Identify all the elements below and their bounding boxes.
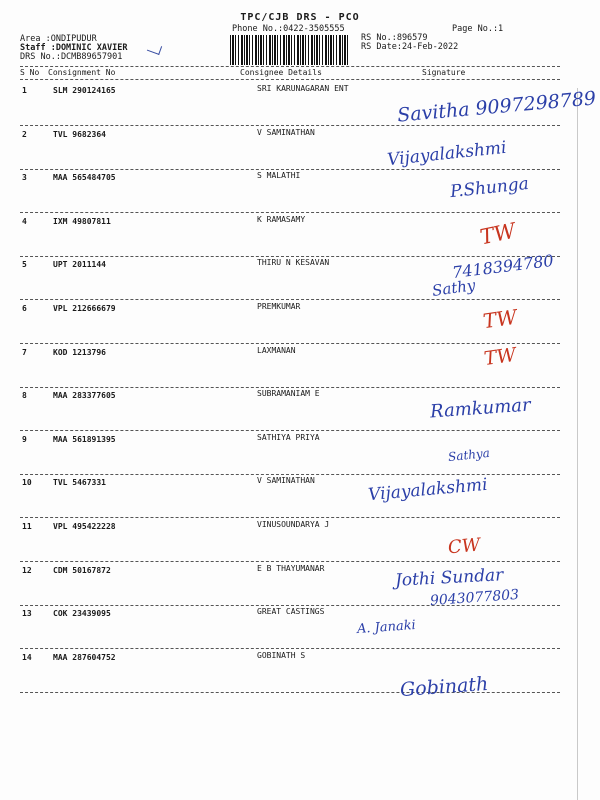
- row-consignee-name: GOBINATH S: [257, 650, 306, 660]
- page-edge-line: [577, 88, 578, 800]
- row-divider: [20, 430, 560, 431]
- page-number: Page No.:1: [452, 24, 504, 34]
- row-serial-number: 10: [22, 478, 32, 488]
- row-consignee-name: VINUSOUNDARYA J: [257, 520, 330, 529]
- signature-row-14: Gobinath: [399, 672, 489, 702]
- row-consignment-number: KOD 1213796: [53, 347, 106, 357]
- row-serial-number: 12: [22, 565, 32, 575]
- signature-row-8: Ramkumar: [429, 394, 532, 423]
- header-top-rule: [20, 66, 560, 67]
- row-serial-number: 13: [22, 609, 32, 619]
- row-consignment-number: TVL 9682364: [53, 129, 106, 139]
- row-consignment-number: VPL 495422228: [53, 522, 116, 531]
- row-consignee-name: K RAMASAMY: [257, 214, 306, 224]
- row-consignment-number: MAA 561891395: [53, 434, 116, 444]
- rs-number: RS No.:896579: [361, 33, 428, 43]
- signature-row-4: TW: [477, 218, 518, 250]
- row-consignee-name: E B THAYUMANAR: [257, 563, 325, 573]
- phone-number: Phone No.:0422-3505555: [232, 24, 345, 34]
- row-consignee-name: V SAMINATHAN: [257, 127, 315, 137]
- row-consignee-name: V SAMINATHAN: [257, 476, 315, 486]
- row-divider: [20, 517, 560, 518]
- row-consignment-number: MAA 287604752: [53, 652, 116, 662]
- row-consignee-name: SUBRAMANIAM E: [257, 389, 320, 399]
- row-serial-number: 9: [22, 434, 27, 444]
- row-divider: [20, 561, 560, 562]
- row-consignment-number: VPL 212666679: [53, 304, 116, 313]
- row-consignee-name: GREAT CASTINGS: [257, 607, 325, 617]
- row-serial-number: 4: [22, 216, 27, 226]
- row-serial-number: 11: [22, 522, 32, 531]
- row-divider: [20, 256, 560, 257]
- signature-row-5-number: 7418394780: [451, 250, 555, 283]
- row-consignment-number: TVL 5467331: [53, 478, 106, 488]
- row-serial-number: 5: [22, 260, 27, 270]
- column-header-signature: Signature: [422, 68, 466, 77]
- row-divider: [20, 387, 560, 388]
- signature-row-13: A. Janaki: [356, 617, 417, 638]
- pen-tick-mark: [147, 42, 162, 55]
- barcode-image: [230, 35, 348, 65]
- row-consignment-number: SLM 290124165: [53, 86, 116, 95]
- rs-date: RS Date:24-Feb-2022: [361, 42, 459, 52]
- header-bottom-rule: [20, 79, 560, 80]
- signature-row-11: CW: [447, 534, 482, 559]
- area-label: Area :ONDIPUDUR: [20, 34, 97, 44]
- signature-row-5: Sathy: [430, 276, 477, 300]
- row-consignee-name: THIRU N KESAVAN: [257, 258, 330, 268]
- row-consignee-name: S MALATHI: [257, 171, 301, 181]
- signature-row-6: TW: [481, 304, 519, 334]
- row-consignee-name: LAXMANAN: [257, 345, 296, 355]
- row-divider: [20, 169, 560, 170]
- signature-row-2: Vijayalakshmi: [386, 137, 508, 171]
- staff-label: Staff :DOMINIC XAVIER: [20, 43, 128, 53]
- row-serial-number: 1: [22, 86, 27, 95]
- row-divider: [20, 343, 560, 344]
- row-serial-number: 7: [22, 347, 27, 357]
- row-consignment-number: MAA 565484705: [53, 173, 116, 183]
- row-consignee-name: PREMKUMAR: [257, 302, 301, 311]
- signature-row-1: Savitha 9097298789: [396, 87, 597, 127]
- row-consignee-name: SATHIYA PRIYA: [257, 432, 320, 442]
- row-consignment-number: MAA 283377605: [53, 391, 116, 401]
- row-consignment-number: UPT 2011144: [53, 260, 106, 270]
- signature-row-10: Vijayalakshmi: [367, 474, 489, 506]
- signature-row-7: TW: [482, 343, 518, 371]
- row-consignee-name: SRI KARUNAGARAN ENT: [257, 84, 349, 93]
- row-divider: [20, 212, 560, 213]
- column-header-sno: S No: [20, 68, 40, 77]
- row-divider: [20, 125, 560, 126]
- row-serial-number: 2: [22, 129, 27, 139]
- row-divider: [20, 648, 560, 649]
- row-serial-number: 6: [22, 304, 27, 313]
- sheet-title: TPC/CJB DRS - PCO: [240, 12, 360, 23]
- column-header-consignee: Consignee Details: [240, 68, 322, 77]
- row-serial-number: 14: [22, 652, 32, 662]
- column-header-consignment: Consignment No: [48, 68, 116, 77]
- row-serial-number: 3: [22, 173, 27, 183]
- row-serial-number: 8: [22, 391, 27, 401]
- row-consignment-number: IXM 49807811: [53, 216, 111, 226]
- signature-row-3: P.Shunga: [449, 173, 530, 203]
- row-consignment-number: CDM 50167872: [53, 565, 111, 575]
- signature-row-12: Jothi Sundar: [394, 565, 504, 591]
- signature-row-9: Sathya: [447, 445, 491, 465]
- row-divider: [20, 299, 560, 300]
- drs-number: DRS No.:DCMB89657901: [20, 52, 123, 62]
- signature-row-12-number: 9043077803: [429, 586, 520, 610]
- row-consignment-number: COK 23439095: [53, 609, 111, 619]
